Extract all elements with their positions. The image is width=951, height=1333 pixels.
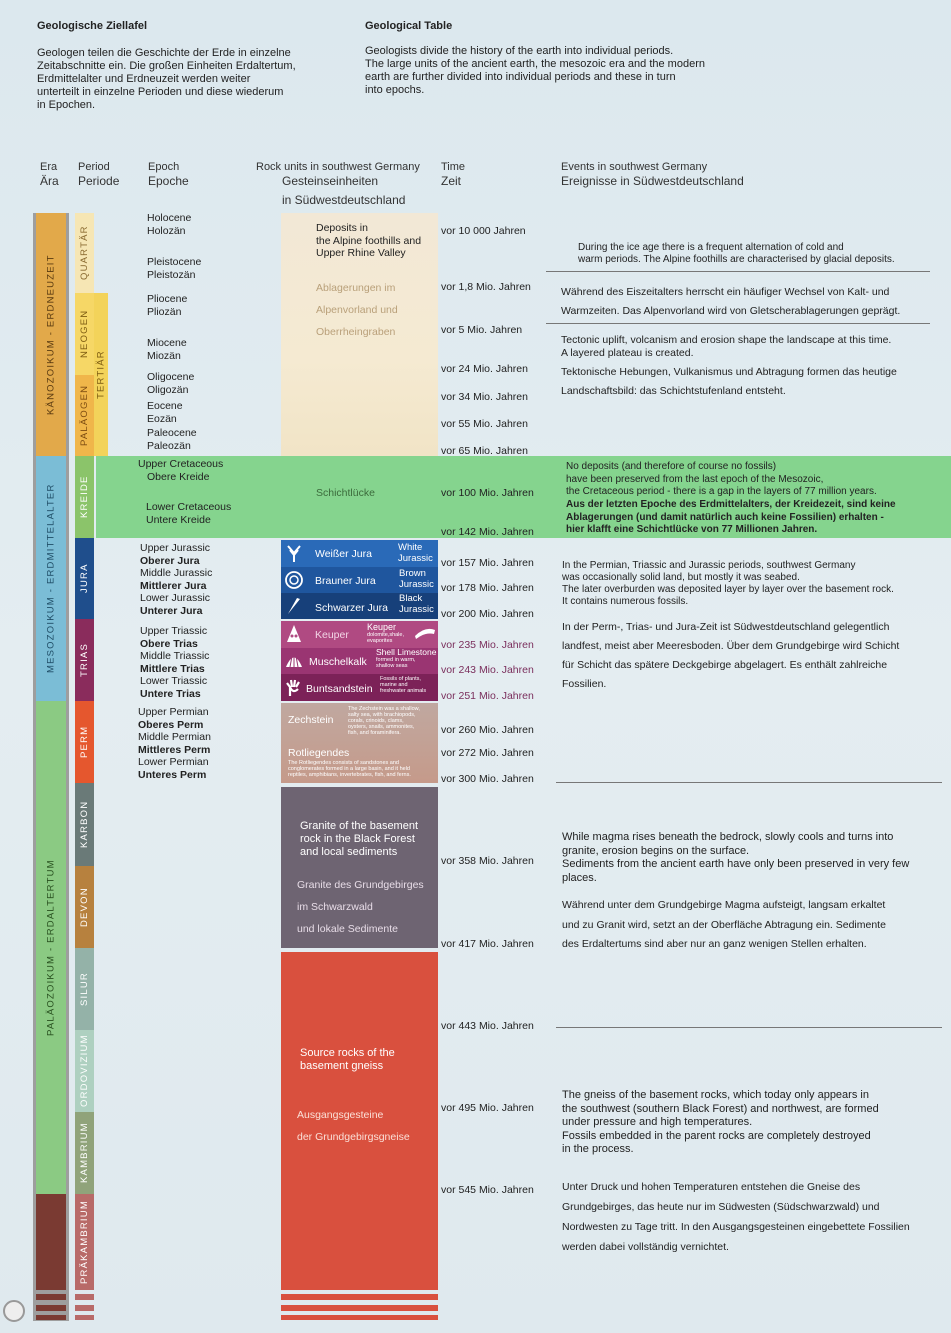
period-praekambrium-label: PRÄKAMBRIUM <box>79 1200 90 1284</box>
event-line: granite, erosion begins on the surface. <box>562 844 750 857</box>
event-line: Während unter dem Grundgebirge Magma aufsteigt, langsam erkaltet <box>562 899 886 911</box>
event-line: was occasionally solid land, but mostly it was seabed. <box>562 572 800 583</box>
time-label: vor 1,8 Mio. Jahren <box>441 281 531 293</box>
rock-line: salty sea, with brachiopods, <box>348 712 416 718</box>
rock-line: Ablagerungen im <box>316 282 396 294</box>
event-line: Fossilien. <box>562 678 607 690</box>
event-mes-de <box>562 618 899 694</box>
rock-gneiss-stripe <box>281 1315 438 1320</box>
rock-white-jurassic <box>398 542 433 564</box>
epoch-label: Obere Kreide <box>147 470 210 483</box>
epoch-pleistocene <box>147 256 201 281</box>
period-ordovizium-label: ORDOVIZIUM <box>79 1034 90 1108</box>
shell-fossil-icon <box>284 650 304 670</box>
rock-muschel-small <box>376 648 436 669</box>
jaw-fossil-icon <box>414 626 436 640</box>
event-cret-en <box>566 461 877 499</box>
intro-de-line: Geologen teilen die Geschichte der Erde in einzelne <box>37 47 291 59</box>
time-label: vor 5 Mio. Jahren <box>441 324 523 336</box>
event-line: Tektonische Hebungen, Vulkanismus und Abtragung formen das heutige <box>561 366 897 378</box>
event-line: für Schicht das spätere Deckgebirge abgelagert. Es enthält zahlreiche <box>562 659 888 671</box>
epoch-label: Upper Cretaceous <box>138 458 224 470</box>
rock-keuper-label: Keuper <box>315 629 349 641</box>
event-line: under pressure and high temperatures. <box>562 1116 753 1128</box>
event-line: During the ice age there is a frequent alternation of cold and <box>578 242 844 253</box>
event-line: in the process. <box>562 1143 634 1155</box>
rock-line: basement gneiss <box>300 1060 384 1072</box>
col-period-de: Periode <box>78 174 120 188</box>
rock-line: Granite des Grundgebirges <box>297 879 424 891</box>
epoch-label: Lower Permian <box>138 756 209 768</box>
time-label: vor 24 Mio. Jahren <box>441 363 528 375</box>
rock-line: Upper Rhine Valley <box>316 247 406 259</box>
rock-line: The Rotliegendes consists of sandstones and <box>288 760 399 766</box>
event-line: Warmzeiten. Das Alpenvorland wird von Gletscherablagerungen geprägt. <box>561 305 901 317</box>
rock-line: Jurassic <box>399 604 434 615</box>
epoch-label: Lower Cretaceous <box>146 501 232 513</box>
era-mesozoikum <box>36 456 66 701</box>
rock-rotliegendes-label: Rotliegendes <box>288 747 350 759</box>
rock-line: White <box>398 542 423 553</box>
event-line: No deposits (and therefore of course no fossils) <box>566 461 777 472</box>
time-label: vor 178 Mio. Jahren <box>441 582 534 594</box>
time-label: vor 417 Mio. Jahren <box>441 938 534 950</box>
period-trias-label: TRIAS <box>79 643 90 677</box>
rock-line: freshwater animals <box>380 688 427 694</box>
intro-de-line: in Epochen. <box>37 99 96 111</box>
event-line: the Cretaceous period - there is a gap in the layers of 77 million years. <box>566 486 877 497</box>
intro-de-title: Geologische Ziellafel <box>37 20 148 32</box>
rock-line: Alpenvorland und <box>316 304 398 316</box>
time-label: vor 251 Mio. Jahren <box>441 690 534 702</box>
era-kaenozoikum-label: KÄNOZOIKUM - ERDNEUZEIT <box>45 254 57 415</box>
divider-line <box>546 271 930 272</box>
event-line: In the Permian, Triassic and Jurassic periods, southwest Germany <box>562 560 856 571</box>
rock-line: and local sediments <box>300 846 398 858</box>
epoch-label: Lower Triassic <box>140 675 208 687</box>
epoch-label: Untere Trias <box>140 687 201 700</box>
col-events-en: Events in southwest Germany <box>561 161 708 173</box>
rock-gneiss-stripe <box>281 1294 438 1300</box>
epoch-label: Eozän <box>147 412 177 425</box>
event-ice-en <box>578 242 895 266</box>
epoch-label: Holozän <box>147 224 186 237</box>
rock-gneiss-en <box>300 1047 395 1073</box>
period-palaeogen <box>75 375 94 456</box>
ammonite-fossil-icon <box>284 570 304 590</box>
rock-line: conglomerates formed in a large basin, and it held <box>288 766 410 772</box>
epoch-label: Upper Triassic <box>140 625 208 637</box>
epoch-label: Oberes Perm <box>138 718 204 731</box>
rock-line: evaporites <box>367 638 393 644</box>
rock-line: reptiles, amphibians, invertebrates, fish, and ferns. <box>288 772 411 778</box>
time-label: vor 300 Mio. Jahren <box>441 773 534 785</box>
divider-line <box>556 1027 942 1028</box>
period-praekambrium-stripe <box>75 1305 94 1311</box>
event-line: the southwest (southern Black Forest) and northwest, are formed <box>562 1102 879 1115</box>
time-label: vor 100 Mio. Jahren <box>441 487 534 499</box>
epoch-label: Mittlere Trias <box>140 662 205 675</box>
rock-rot-small <box>288 760 411 778</box>
epoch-label: Middle Triassic <box>140 650 210 662</box>
epoch-label: Upper Permian <box>138 706 209 718</box>
period-kreide <box>75 456 94 538</box>
col-time-de: Zeit <box>441 174 462 188</box>
epoch-label: Paleocene <box>147 427 197 439</box>
event-line: Aus der letzten Epoche des Erdmittelalters, der Kreidezeit, sind keine <box>566 499 896 510</box>
rock-line: Brown <box>399 568 426 579</box>
rock-buntsandstein-label: Buntsandstein <box>306 683 373 695</box>
intro-en-line: The large units of the ancient earth, the mesozoic era and the modern <box>365 58 705 70</box>
period-neogen <box>75 293 94 375</box>
intro-de-line: Zeitabschnitte ein. Die großen Einheiten Erdaltertum, <box>37 60 296 72</box>
event-line: In der Perm-, Trias- und Jura-Zeit ist Südwestdeutschland gelegentlich <box>562 621 890 633</box>
rock-line: der Grundgebirgsgneise <box>297 1131 410 1143</box>
event-line: Tectonic uplift, volcanism and erosion shape the landscape at this time. <box>561 334 892 346</box>
rock-muschelkalk-label: Muschelkalk <box>309 656 367 668</box>
epoch-label: Mittleres Perm <box>138 743 211 756</box>
era-kaenozoikum <box>36 213 66 456</box>
col-events-de: Ereignisse in Südwestdeutschland <box>561 174 744 188</box>
rock-zech-small <box>348 706 420 736</box>
era-praekambrium-stripe <box>36 1294 66 1300</box>
epoch-oligocene <box>147 371 194 396</box>
time-label: vor 55 Mio. Jahren <box>441 418 528 430</box>
rock-line: im Schwarzwald <box>297 901 373 913</box>
fish-skull-fossil-icon <box>285 624 303 644</box>
event-line: places. <box>562 871 597 884</box>
period-kreide-label: KREIDE <box>79 475 90 519</box>
time-label: vor 200 Mio. Jahren <box>441 608 534 620</box>
event-mag-de <box>562 896 886 955</box>
period-devon-label: DEVON <box>79 887 90 927</box>
rock-line: corals, crinoids, clams, <box>348 718 404 724</box>
rock-granite-en <box>300 820 418 859</box>
col-era <box>40 161 59 189</box>
col-time <box>441 161 465 189</box>
era-praekambrium-stripe <box>36 1315 66 1320</box>
time-label: vor 142 Mio. Jahren <box>441 526 534 538</box>
epochs-perm <box>138 706 211 781</box>
time-label: vor 34 Mio. Jahren <box>441 391 528 403</box>
rock-bunt-small <box>380 676 426 694</box>
epoch-label: Unterer Jura <box>140 604 203 617</box>
period-tertiaer <box>94 293 108 456</box>
epochs-trias <box>140 625 209 700</box>
rock-line: marine and <box>380 682 408 688</box>
belemnite-fossil-icon <box>284 596 304 616</box>
era-palaeozoikum-label: PALÄOZOIKUM - ERDALTERTUM <box>45 859 57 1036</box>
time-label: vor 243 Mio. Jahren <box>441 664 534 676</box>
rock-line: Jurassic <box>398 553 433 564</box>
event-mag-en <box>562 831 909 885</box>
time-label: vor 272 Mio. Jahren <box>441 747 534 759</box>
epoch-label: Lower Jurassic <box>140 592 211 604</box>
period-neogen-label: NEOGEN <box>79 309 90 359</box>
rock-line: Source rocks of the <box>300 1047 395 1059</box>
period-quartaer-label: QUARTÄR <box>79 225 90 281</box>
col-epoch-de: Epoche <box>148 174 189 188</box>
col-time-en: Time <box>441 161 466 173</box>
event-line: A layered plateau is created. <box>561 347 694 359</box>
event-line: The later overburden was deposited layer by layer over the basement rock. <box>562 584 894 595</box>
event-line: warm periods. The Alpine foothills are characterised by glacial deposits. <box>578 254 895 265</box>
rock-line: Keuper <box>367 622 397 632</box>
rock-line: und lokale Sedimente <box>297 923 398 935</box>
epoch-miocene <box>147 337 187 362</box>
epoch-label: Pleistozän <box>147 268 196 281</box>
rock-schwarzer-jura-label: Schwarzer Jura <box>315 602 388 614</box>
intro-de-text <box>37 47 296 112</box>
event-line: Während des Eiszeitalters herrscht ein häufiger Wechsel von Kalt- und <box>561 286 890 298</box>
era-praekambrium <box>36 1194 66 1290</box>
event-cret-de <box>566 499 896 537</box>
event-line: Landschaftsbild: das Schichtstufenland entsteht. <box>561 385 786 397</box>
epoch-eocene <box>147 400 183 425</box>
time-label: vor 65 Mio. Jahren <box>441 445 528 457</box>
epoch-label: Oberer Jura <box>140 554 200 567</box>
event-ice-de <box>561 283 900 321</box>
intro-en-line: earth are further divided into individual periods and these in turn <box>365 71 676 83</box>
rock-quart-de <box>316 277 398 343</box>
period-ordovizium <box>75 1030 94 1112</box>
event-line: Grundgebirges, das heute nur im Südwesten (Südschwarzwald) und <box>562 1201 880 1213</box>
event-line: It contains numerous fossils. <box>562 596 689 607</box>
epoch-holocene <box>147 212 191 237</box>
epoch-pliocene <box>147 293 187 318</box>
time-label: vor 443 Mio. Jahren <box>441 1020 534 1032</box>
rock-keuper-small <box>367 622 404 644</box>
event-line: landfest, meist aber Meeresboden. Über dem Grundgebirge wird Schicht <box>562 640 900 652</box>
col-period <box>78 161 119 189</box>
event-line: hier klafft eine Schichtlücke von 77 Millionen Jahren. <box>566 524 818 535</box>
event-mes-en <box>562 560 894 608</box>
rock-line: Ausgangsgesteine <box>297 1109 384 1121</box>
rock-gneiss-de <box>297 1104 410 1148</box>
period-karbon <box>75 783 94 866</box>
period-quartaer <box>75 213 94 293</box>
rock-weisser-jura-label: Weißer Jura <box>315 548 372 560</box>
period-praekambrium-stripe <box>75 1294 94 1300</box>
event-tect-en <box>561 334 891 360</box>
period-kambrium-label: KAMBRIUM <box>79 1122 90 1184</box>
rock-line: Jurassic <box>399 579 434 590</box>
rock-line: dolomite,shale, <box>367 632 404 638</box>
event-line: Ablagerungen (und damit natürlich auch keine Fossilien) erhalten - <box>566 511 884 523</box>
event-gn-en <box>562 1089 879 1157</box>
col-epoch <box>148 161 189 189</box>
event-line: The gneiss of the basement rocks, which today only appears in <box>562 1089 869 1101</box>
rock-line: Granite of the basement <box>300 820 419 832</box>
epoch-label: Obere Trias <box>140 637 198 650</box>
rock-zechstein-label: Zechstein <box>288 714 334 726</box>
period-jura <box>75 538 94 619</box>
epochs-jura <box>140 542 212 617</box>
epoch-label: Pliozän <box>147 305 182 318</box>
divider-line <box>546 323 930 324</box>
event-line: have been preserved from the last epoch of the Mesozoic, <box>566 473 824 485</box>
rock-schichtluecke: Schichtlücke <box>316 487 375 499</box>
period-praekambrium-stripe <box>75 1315 94 1320</box>
rock-quart-en <box>316 222 421 260</box>
divider-line <box>556 782 942 783</box>
coral-fossil-icon <box>284 543 304 563</box>
rock-brown-jurassic <box>399 568 434 590</box>
rock-line: Shell Limestone <box>376 647 437 657</box>
period-kambrium <box>75 1112 94 1194</box>
col-events <box>561 161 744 189</box>
period-devon <box>75 866 94 948</box>
rock-black-jurassic <box>399 593 434 615</box>
col-period-en: Period <box>78 161 110 173</box>
epoch-label: Oligozän <box>147 383 189 396</box>
rock-line: Fossils of plants, <box>380 676 421 682</box>
period-palaeogen-label: PALÄOGEN <box>79 384 90 447</box>
time-label: vor 235 Mio. Jahren <box>441 639 534 651</box>
event-line: Fossils embedded in the parent rocks are completely destroyed <box>562 1129 871 1142</box>
event-gn-de <box>562 1177 910 1257</box>
epoch-label: Upper Jurassic <box>140 542 211 554</box>
epoch-label: Eocene <box>147 400 183 412</box>
event-line: Unter Druck und hohen Temperaturen entstehen die Gneise des <box>562 1181 861 1193</box>
col-era-de: Ära <box>40 174 59 188</box>
hand-footprint-fossil-icon <box>284 677 304 697</box>
rock-gneiss-stripe <box>281 1305 438 1311</box>
epoch-label: Unteres Perm <box>138 768 207 781</box>
col-rock <box>256 161 420 208</box>
rock-granite-de <box>297 874 424 940</box>
epoch-label: Oligocene <box>147 371 195 383</box>
period-karbon-label: KARBON <box>79 800 90 849</box>
event-line: While magma rises beneath the bedrock, slowly cools and turns into <box>562 831 894 843</box>
era-palaeozoikum <box>36 701 66 1194</box>
era-praekambrium-stripe <box>36 1305 66 1311</box>
time-label: vor 260 Mio. Jahren <box>441 724 534 736</box>
rock-line: formed in warm, <box>376 657 416 663</box>
epoch-label: Pliocene <box>147 293 188 305</box>
intro-en-line: Geologists divide the history of the earth into individual periods. <box>365 45 674 57</box>
intro-de-line: Erdmittelalter und Erdneuzeit werden weiter <box>37 73 251 85</box>
period-jura-label: JURA <box>79 563 90 594</box>
event-line: werden dabei vollständig vernichtet. <box>562 1241 729 1253</box>
rock-brauner-jura-label: Brauner Jura <box>315 575 376 587</box>
time-label: vor 495 Mio. Jahren <box>441 1102 534 1114</box>
col-rock-de1: Gesteinseinheiten <box>282 174 379 188</box>
intro-de-line: unterteilt in einzelne Perioden und diese wiederum <box>37 86 284 98</box>
epoch-label: Pleistocene <box>147 256 202 268</box>
epoch-label: Mittlerer Jura <box>140 579 207 592</box>
col-era-en: Era <box>40 161 58 173</box>
epoch-label: Miozän <box>147 349 181 362</box>
epoch-paleocene <box>147 427 197 452</box>
col-rock-en: Rock units in southwest Germany <box>256 161 420 173</box>
event-line: Nordwesten zu Tage tritt. In den Ausgangsgesteinen eingebettete Fossilien <box>562 1221 910 1233</box>
period-silur <box>75 948 94 1030</box>
period-trias <box>75 619 94 701</box>
epoch-upper-cretaceous <box>138 458 223 483</box>
rock-line: The Zechstein was a shallow, <box>348 706 420 712</box>
period-perm <box>75 701 94 783</box>
epoch-label: Holocene <box>147 212 192 224</box>
epoch-label: Miocene <box>147 337 187 349</box>
intro-en-line: into epochs. <box>365 84 425 96</box>
time-label: vor 545 Mio. Jahren <box>441 1184 534 1196</box>
epoch-lower-cretaceous <box>146 501 231 526</box>
period-praekambrium <box>75 1194 94 1290</box>
rock-line: the Alpine foothills and <box>316 234 422 247</box>
rock-line: Oberrheingraben <box>316 326 396 338</box>
rock-line: shallow seas <box>376 663 408 669</box>
period-perm-label: PERM <box>79 725 90 759</box>
time-label: vor 157 Mio. Jahren <box>441 557 534 569</box>
rock-line: Deposits in <box>316 222 368 234</box>
time-label: vor 358 Mio. Jahren <box>441 855 534 867</box>
period-tertiaer-label: TERTIÄR <box>95 350 107 399</box>
intro-en-text <box>365 45 705 97</box>
epoch-label: Middle Jurassic <box>140 567 213 579</box>
rock-line: Black <box>399 593 423 604</box>
era-mesozoikum-label: MESOZOIKUM - ERDMITTELALTER <box>45 483 57 674</box>
period-silur-label: SILUR <box>79 972 90 1006</box>
event-tect-de <box>561 363 897 401</box>
col-epoch-en: Epoch <box>148 161 180 173</box>
epoch-label: Untere Kreide <box>146 513 211 526</box>
epoch-label: Paleozän <box>147 439 191 452</box>
col-rock-de2: in Südwestdeutschland <box>282 193 406 207</box>
event-line: des Erdaltertums sind aber nur an ganz wenigen Stellen erhalten. <box>562 938 867 950</box>
rock-line: rock in the Black Forest <box>300 833 415 845</box>
event-line: und zu Granit wird, setzt an der Oberfläche Abtragung ein. Sedimente <box>562 918 886 931</box>
event-line: Sediments from the ancient earth have only been preserved in very few <box>562 858 910 870</box>
rock-line: fish, and foraminifera. <box>348 730 401 736</box>
rock-line: oysters, snails, ammonites, <box>348 724 415 730</box>
intro-en-title: Geological Table <box>365 20 453 32</box>
time-label: vor 10 000 Jahren <box>441 225 526 237</box>
corner-circle-icon <box>3 1300 25 1322</box>
epoch-label: Middle Permian <box>138 731 211 743</box>
